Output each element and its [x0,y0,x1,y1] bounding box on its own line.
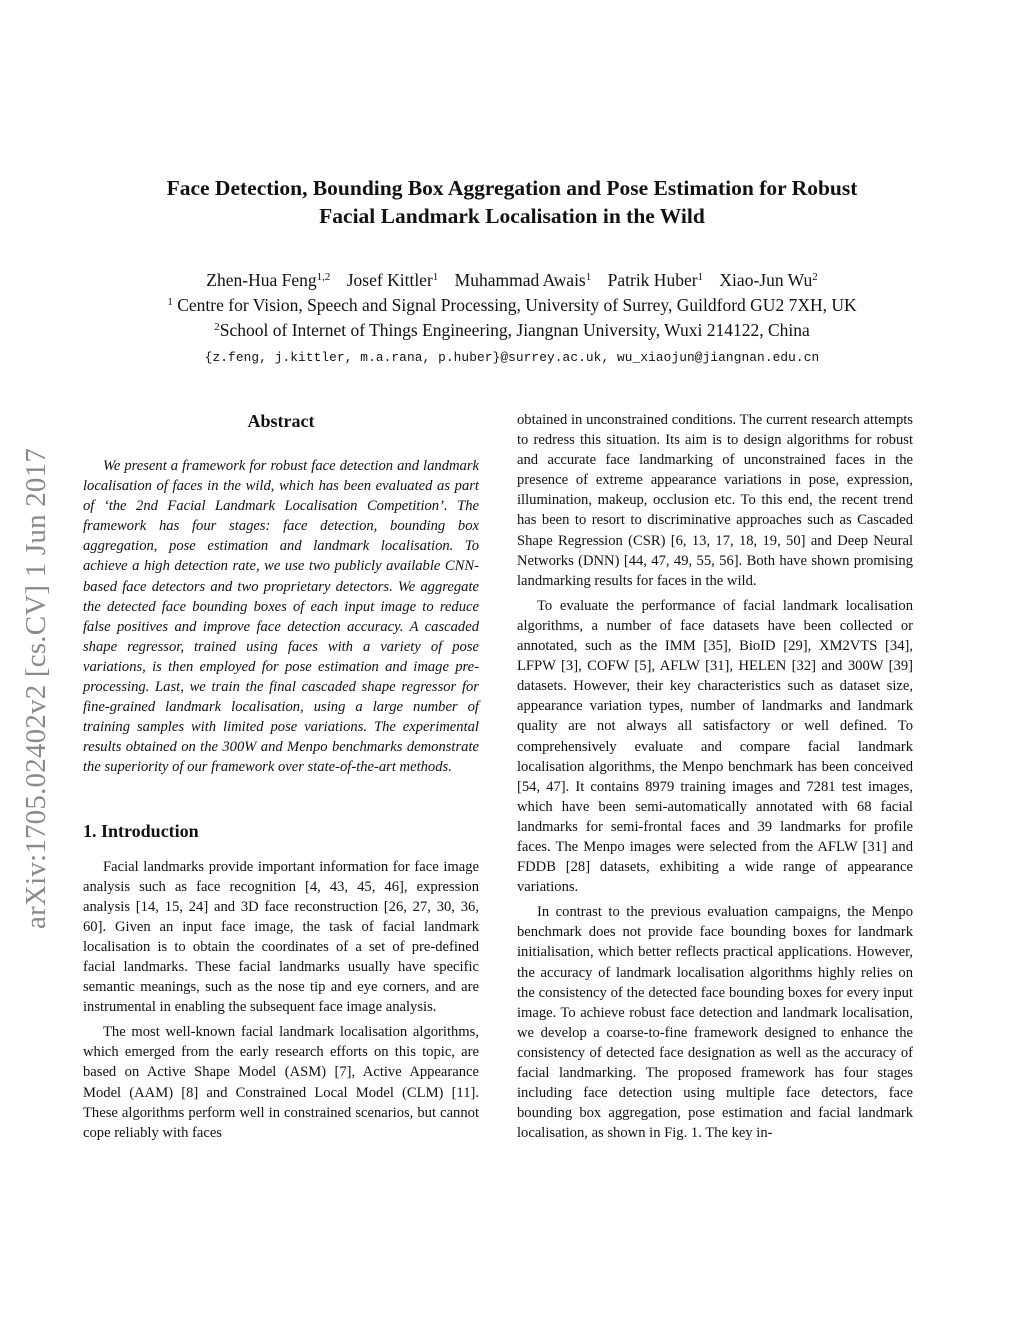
author-name: Zhen-Hua Feng [206,270,317,290]
author-name: Patrik Huber [607,270,698,290]
author-affiliation-mark: 1 [432,271,439,283]
introduction-heading: 1. Introduction [83,820,199,841]
affiliation-1 [60,293,964,318]
affiliation-2 [60,318,964,343]
author-emails: {z.feng, j.kittler, m.a.rana, p.huber}@surrey.ac.uk, wu_xiaojun@jiangnan.edu.cn [204,350,820,365]
affiliation-mark: 2 [214,321,220,333]
abstract-section [83,410,479,778]
author-list [60,268,964,293]
affiliation-text: School of Internet of Things Engineering, Jiangnan University, Wuxi 214122, China [219,320,810,340]
author-affiliation-mark: 1 [585,271,592,283]
intro-paragraph-4: In contrast to the previous evaluation campaigns, the Menpo benchmark does not provide face bounding boxes for landmark initialisation, which better reflects practical applications. However, the accuracy of landmark localisation algorithms highly relies on the consistency of the detected face bounding boxes for every input image. To achieve robust face detection and landmark localisation, we develop a coarse-to-fine framework designed to enhance the consistency of detected face designation as well as the accuracy of facial landmarking. The proposed framework has four stages including face detection using multiple face detectors, face bounding box aggregation, pose estimation and facial landmark localisation, as shown in Fig. 1. The key in- [517,904,913,1142]
paper-title [80,174,944,230]
intro-paragraph-2-continued: obtained in unconstrained conditions. The current research attempts to redress this situation. Its aim is to design algorithms for robust and accurate face landmarking of unconstrained faces in the presence of extreme appearance variations in pose, expression, illumination, makeup, occlusion etc. To this end, the recent trend has been to resort to discriminative approaches such as Cascaded Shape Regression (CSR) [6, 13, 17, 18, 19, 50] and Deep Neural Networks (DNN) [44, 47, 49, 55, 56]. Both have shown promising landmarking results for faces in the wild. [517,412,913,589]
right-column [517,410,913,1143]
intro-paragraph-3: To evaluate the performance of facial landmark localisation algorithms, a number of face datasets have been collected or annotated, such as the IMM [35], BioID [29], XM2VTS [34], LFPW [3], COFW [5], AFLW [31], HELEN [32] and 300W [39] datasets. However, their key characteristics such as dataset size, appearance variation types, number of landmarks and landmark quality are not always all satisfactory or well defined. To comprehensively evaluate and compare facial landmark localisation algorithms, the Menpo benchmark has been conceived [54, 47]. It contains 8979 training images and 7281 test images, which have been semi-automatically annotated with 68 facial landmarks for semi-frontal faces and 39 landmarks for profile faces. The Menpo images were selected from the AFLW [31] and FDDB [28] datasets, exhibiting a wide range of appearance variations. [517,597,913,896]
arxiv-stamp: arXiv:1705.02402v2 [cs.CV] 1 Jun 2017 [20,447,52,929]
title-line-2: Facial Landmark Localisation in the Wild [319,204,705,228]
author-name: Muhammad Awais [454,270,586,290]
title-line-1: Face Detection, Bounding Box Aggregation and Pose Estimation for Robust [166,176,858,200]
author-name: Xiao-Jun Wu [719,270,813,290]
intro-paragraph-2: The most well-known facial landmark localisation algorithms, which emerged from the early research efforts on this topic, are based on Active Shape Model (ASM) [7], Active Appearance Model (AAM) [8] and Constrained Local Model (CLM) [11]. These algorithms perform well in constrained scenarios, but cannot cope reliably with faces [83,1024,479,1141]
intro-paragraph-1: Facial landmarks provide important information for face image analysis such as face recognition [4, 43, 45, 46], expression analysis [14, 15, 24] and 3D face reconstruction [26, 27, 30, 36, 60]. Given an input face image, the task of facial landmark localisation is to obtain the coordinates of a set of pre-defined facial landmarks. These facial landmarks usually have specific semantic meanings, such as the nose tip and eye corners, and are instrumental in enabling the subsequent face image analysis. [83,858,479,1016]
affiliation-text: Centre for Vision, Speech and Signal Processing, University of Surrey, Guildford GU2 7XH, UK [177,295,857,315]
author-affiliation-mark: 2 [812,271,818,283]
author-affiliation-mark: 1 [697,271,704,283]
author-affiliation-mark: 1,2 [316,271,331,283]
author-block [60,268,964,370]
abstract-text: We present a framework for robust face detection and landmark localisation of faces in the wild, which has been evaluated as part of ‘the 2nd Facial Landmark Localisation Competition’. The framework has four stages: face detection, bounding box aggregation, pose estimation and landmark localisation. To achieve a high detection rate, we use two publicly available CNN-based face detectors and two proprietary detectors. We aggregate the detected face bounding boxes of each input image to reduce false positives and improve face detection accuracy. A cascaded shape regressor, trained using faces with a variety of pose variations, is then employed for pose estimation and image pre-processing. Last, we train the final cascaded shape regressor for fine-grained landmark localisation, using a large number of training samples with limited pose variations. The experimental results obtained on the 300W and Menpo benchmarks demonstrate the superiority of our framework over state-of-the-art methods. [83,458,479,776]
left-column [83,410,479,1143]
affiliation-mark: 1 [167,296,173,308]
author-name: Josef Kittler [346,270,433,290]
abstract-heading: Abstract [247,411,315,431]
